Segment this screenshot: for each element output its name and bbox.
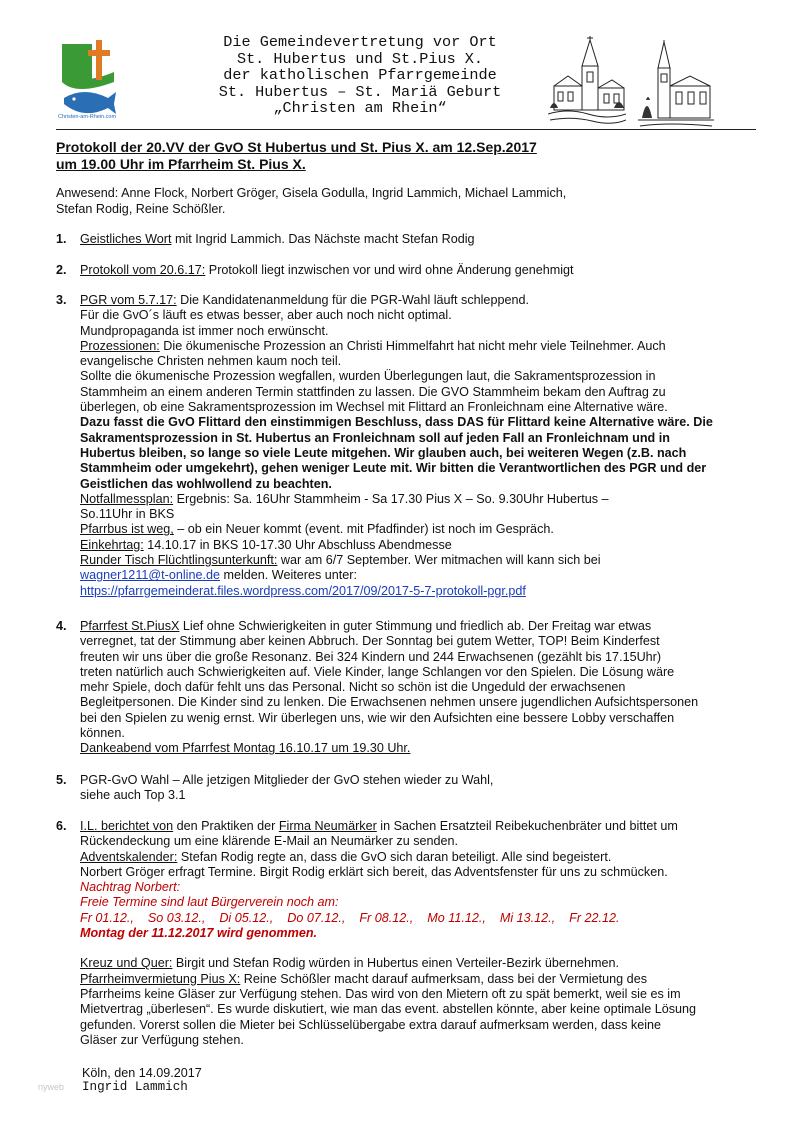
header-line: St. Hubertus – St. Mariä Geburt [218,82,502,101]
church-sketch-hubertus [548,36,626,128]
item-number: 1. [56,232,67,246]
attendees-line-2: Stefan Rodig, Reine Schößler. [56,202,226,216]
item-text: siehe auch Top 3.1 [80,788,186,803]
agenda-item-6 [56,819,766,1048]
item-number: 3. [56,293,67,307]
subheading-pfarrheimvermietung: Pfarrheimvermietung Pius X: [80,971,241,986]
item-text: Stammheim an einem anderen Termin stattfinden zu lassen. Die GVO Stammheim bekam den Auftrag zu [80,384,666,399]
item-text: freuten wir uns über die große Resonanz. Bei 324 Kindern und 244 Erwachsenen (gezählt bis 17.15Uhr) [80,649,662,664]
protocol-pdf-link[interactable]: https://pfarrgemeinderat.files.wordpress.com/2017/09/2017-5-7-protokoll-pgr.pdf [80,583,526,598]
item-text: Ergebnis: Sa. 16Uhr Stammheim - Sa 17.30 Pius X – So. 9.30Uhr Hubertus – [173,491,609,506]
attendees [56,185,756,217]
item-text: treten natürlich auch Schwierigkeiten auf. Viele Kinder, lange Schlangen vor den Spielen. Die Lösung wäre [80,664,675,679]
free-date: Mo 11.12., [427,910,486,925]
addendum-text: Freie Termine sind laut Bürgerverein noch am: [80,895,339,910]
item-text: Sollte die ökumenische Prozession wegfallen, wurden Überlegungen laut, die Sakramentsprozession in [80,369,656,384]
subheading-adventskalender: Adventskalender: [80,849,178,864]
item-text: Stefan Rodig regte an, dass die GvO sich daran beteiligt. Alle sind begeistert. [177,849,612,864]
item-text: Norbert Gröger erfragt Termine. Birgit Rodig erklärt sich bereit, das Adventsfenster für uns zu schmücken. [80,864,668,879]
item-number: 5. [56,773,67,787]
logo-cross-horizontal [88,50,110,56]
item-heading: Protokoll vom 20.6.17: [80,263,206,277]
item-text: mit Ingrid Lammich. Das Nächste macht Stefan Rodig [171,232,475,246]
signature-block [82,1066,202,1094]
agenda-item-1 [56,232,766,247]
item-heading: Geistliches Wort [80,232,172,246]
header-line: St. Hubertus und St.Pius X. [236,49,484,68]
item-text: Protokoll liegt inzwischen vor und wird ohne Änderung genehmigt [205,263,574,277]
protocol-title [56,139,756,173]
free-date: Fr 08.12., [359,910,414,925]
item-text: Die Kandidatenanmeldung für die PGR-Wahl läuft schleppend. [176,293,529,307]
free-date: Di 05.12., [219,910,274,925]
free-date: Do 07.12., [287,910,346,925]
chosen-date: Montag der 11.12.2017 wird genommen. [80,926,318,941]
free-date: Fr 01.12., [80,910,134,925]
item-text: bei den Spielen zu wenig ernst. Wir überlegen uns, wie wir den Aufsichten eine bessere Lobby verschaffen [80,710,675,725]
header-line: Die Gemeindevertretung vor Ort [223,33,497,51]
attendees-line-1: Anwesend: Anne Flock, Norbert Gröger, Gisela Godulla, Ingrid Lammich, Michael Lammich, [56,186,567,200]
agenda-item-2 [56,263,766,278]
item-text: verregnet, tat der Stimmung aber keinen Abbruch. Der Sonntag bei gutem Wetter, TOP! Beim Kinderfest [80,634,660,649]
logo-caption: Christen-am-Rhein.com [58,114,117,120]
header-title [150,34,570,117]
item-text: Rückendeckung um eine klärende E-Mail an Neumärker zu senden. [80,834,459,849]
subheading-kreuz-und-quer: Kreuz und Quer: [80,956,173,971]
subheading-pfarrbus: Pfarrbus ist weg, [80,522,174,537]
agenda-item-5 [56,773,766,804]
christen-am-rhein-logo [56,38,126,124]
item-text: können. [80,726,125,741]
resolution-text: Hubertus bleiben, so lange so viele Leute mitgehen. Wir glauben auch, bei weiteren Wegen (z.B. nach [80,445,687,460]
subheading-prozessionen: Prozessionen: [80,338,160,353]
free-date: Fr 22.12. [569,910,620,925]
free-date: So 03.12., [147,910,206,925]
item-text: Lief ohne Schwierigkeiten in guter Stimmung und friedlich ab. Der Freitag war etwas [179,619,652,633]
place-date: Köln, den 14.09.2017 [82,1066,202,1080]
thank-you-evening: Dankeabend vom Pfarrfest Montag 16.10.17 um 19.30 Uhr. [80,741,411,756]
item-text: mehr Spiele, doch dafür fehlt uns das Personal. Nicht so schön ist die Ungeduld der erwachsenen [80,680,626,695]
agenda-item-3 [56,293,766,599]
item-text: in Sachen Ersatzteil Reibekuchenbräter und bittet um [376,819,678,833]
item-text: Reine Schößler macht darauf aufmerksam, dass bei der Vermietung des [240,971,647,986]
item-text: evangelische Christen nehmen kaum noch teil. [80,354,342,369]
resolution-text: Dazu fasst die GvO Flittard den einstimmigen Beschluss, dass DAS für Flittard keine Alternative wäre. Die [80,415,713,430]
item-text: Mundpropaganda ist immer noch erwünscht. [80,323,329,338]
free-date: Mi 13.12., [499,910,556,925]
logo-cross-vertical [96,40,102,80]
title-line-1: Protokoll der 20.VV der GvO St Hubertus und St. Pius X. am 12.Sep.2017 [56,139,537,155]
title-line-2: um 19.00 Uhr im Pfarrheim St. Pius X. [56,156,306,172]
subheading-notfallmessplan: Notfallmessplan: [80,491,174,506]
fish-icon [64,92,116,114]
item-text: Begleitpersonen. Die Kinder sind zu lenken. Die Erwachsenen nehmen unsere jugendlichen Aufsichtspersonen [80,695,699,710]
item-text: Birgit und Stefan Rodig würden in Hubertus einen Verteiler-Bezirk übernehmen. [172,956,620,971]
item-text: gefunden. Vorerst sollen die Mieter bei Schlüsselübergabe extra darauf aufmerksam werden, dass keine [80,1017,662,1032]
agenda-item-4 [56,619,766,757]
item-number: 2. [56,263,67,277]
subheading-runder-tisch: Runder Tisch Flüchtlingsunterkunft: [80,553,278,568]
item-text: melden. Weiteres unter: [219,568,357,583]
addendum-heading: Nachtrag Norbert: [80,880,181,895]
subheading-einkehrtag: Einkehrtag: [80,537,144,552]
item-heading: PGR vom 5.7.17: [80,293,177,307]
item-text: 14.10.17 in BKS 10-17.30 Uhr Abschluss Abendmesse [143,537,452,552]
item-text: Pfarrheims keine Gläser zur Verfügung stehen. Das wird von den Mietern oft zu spät bemerkt, weil sie es im [80,986,681,1001]
watermark: nyweb [38,1082,65,1092]
item-text: So.11Uhr in BKS [80,507,175,522]
item-text: Die ökumenische Prozession an Christi Himmelfahrt hat nicht mehr viele Teilnehmer. Auch [159,338,666,353]
church-sketch-mariae-geburt [638,40,714,130]
item-heading: I.L. berichtet von [80,819,174,833]
free-dates-list [80,911,766,926]
email-link[interactable]: wagner1211@t-online.de [80,568,220,583]
signature-name: Ingrid Lammich [82,1080,188,1094]
company-name: Firma Neumärker [278,819,377,833]
item-heading: Pfarrfest St.PiusX [80,619,180,633]
header-line: der katholischen Pfarrgemeinde [223,66,497,85]
item-text: war am 6/7 September. Wer mitmachen will kann sich bei [277,553,601,568]
item-text: – ob ein Neuer kommt (event. mit Pfadfinder) ist noch im Gespräch. [173,522,554,537]
resolution-text: Geistlichen das wohlwollend zu beachten. [80,476,332,491]
item-text: PGR-GvO Wahl – Alle jetzigen Mitglieder der GvO stehen wieder zu Wahl, [80,773,494,787]
item-text: Mietvertrag „überlesen“. Es wurde diskutiert, wie man das event. abstellen könnte, aber keine optimale Lösung [80,1002,697,1017]
item-text: den Praktiken der [173,819,279,833]
item-text: überlegen, ob eine Sakramentsprozession im Wechsel mit Flittard an Fronleichnam eine Alternative wäre. [80,400,668,415]
item-text: Gläser zur Verfügung stehen. [80,1032,244,1047]
item-number: 6. [56,819,67,833]
resolution-text: Stammheim oder umgekehrt), gehen weniger Leute mit. Wir bitten die Verantwortlichen des PGR und der [80,461,707,476]
header-divider [56,129,756,130]
item-text: Für die GvO´s läuft es etwas besser, aber auch noch nicht optimal. [80,308,452,323]
item-number: 4. [56,619,67,633]
header-line: „Christen am Rhein“ [273,99,447,118]
resolution-text: Sakramentsprozession in St. Hubertus an Fronleichnam soll auf jeden Fall an Fronleichnam und in [80,430,670,445]
